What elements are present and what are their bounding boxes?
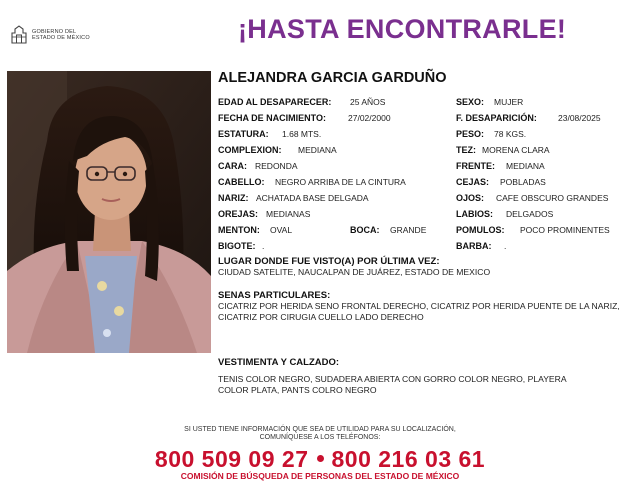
state-seal-icon (10, 25, 28, 45)
field-age: EDAD AL DESAPARECER: (218, 97, 332, 107)
logo-line-2: ESTADO DE MÉXICO (32, 35, 90, 41)
field-face: CARA: (218, 161, 247, 171)
field-sex: SEXO: (456, 97, 485, 107)
field-mouth-value: GRANDE (390, 225, 427, 235)
field-eyes: OJOS: (456, 193, 485, 203)
field-chin: MENTON: (218, 225, 260, 235)
portrait-image (7, 71, 211, 353)
field-hair: CABELLO: (218, 177, 265, 187)
field-weight-value: 78 KGS. (494, 129, 527, 139)
field-age-value: 25 AÑOS (350, 97, 386, 107)
field-face-value: REDONDA (255, 161, 298, 171)
separator-dot-icon (317, 455, 324, 462)
last-seen-text: CIUDAD SATELITE, NAUCALPAN DE JUÁREZ, ESTADO DE MEXICO (218, 267, 491, 277)
field-birthdate: FECHA DE NACIMIENTO: (218, 113, 326, 123)
field-weight: PESO: (456, 129, 485, 139)
field-build: COMPLEXION: (218, 145, 282, 155)
logo-line-1: GOBIERNO DEL (32, 28, 77, 35)
field-birthdate-value: 27/02/2000 (348, 113, 391, 123)
field-sex-value: MUJER (494, 97, 524, 107)
clothing-title: VESTIMENTA Y CALZADO: (218, 357, 340, 368)
field-ears: OREJAS: (218, 209, 259, 219)
field-mustache-value: . (262, 241, 265, 251)
government-logo (10, 24, 120, 46)
field-skin: TEZ: (456, 145, 476, 155)
person-name: ALEJANDRA GARCIA GARDUÑO (218, 70, 447, 86)
contact-note-line-2: COMUNÍQUESE A LOS TELÉFONOS: (259, 434, 381, 441)
phone-number-1[interactable]: 800 509 09 27 (154, 446, 309, 472)
field-lips-value: DELGADOS (506, 209, 554, 219)
field-cheekbones: POMULOS: (456, 225, 505, 235)
field-build-value: MEDIANA (298, 145, 337, 155)
field-beard-value: . (504, 241, 507, 251)
marks-text: CICATRIZ POR HERIDA SENO FRONTAL DERECHO, CICATRIZ POR HERIDA PUENTE DE LA NARIZ, CICATRIZ POR CIRUGIA CUELLO LADO DERECHO (218, 301, 620, 322)
field-eyes-value: CAFE OBSCURO GRANDES (496, 193, 609, 203)
field-eyebrows-value: POBLADAS (500, 177, 546, 187)
commission-name: COMISIÓN DE BÚSQUEDA DE PERSONAS DEL ESTADO DE MÉXICO (180, 471, 460, 481)
field-hair-value: NEGRO ARRIBA DE LA CINTURA (275, 177, 406, 187)
field-cheekbones-value: POCO PROMINENTES (520, 225, 610, 235)
field-forehead: FRENTE: (456, 161, 495, 171)
field-missing-date-value: 23/08/2025 (558, 113, 601, 123)
field-eyebrows: CEJAS: (456, 177, 490, 187)
field-ears-value: MEDIANAS (266, 209, 311, 219)
last-seen-title: LUGAR DONDE FUE VISTO(A) POR ÚLTIMA VEZ: (218, 256, 440, 267)
phone-number-2[interactable]: 800 216 03 61 (331, 446, 486, 472)
field-height: ESTATURA: (218, 129, 269, 139)
field-nose: NARIZ: (218, 193, 249, 203)
field-beard: BARBA: (456, 241, 492, 251)
field-mouth: BOCA: (350, 225, 380, 235)
field-missing-date: F. DESAPARICIÓN: (456, 113, 537, 123)
marks-title: SENAS PARTICULARES: (218, 290, 331, 301)
phone-numbers (0, 446, 640, 473)
contact-note-line-1: SI USTED TIENE INFORMACIÓN QUE SEA DE UTILIDAD PARA SU LOCALIZACIÓN, (184, 426, 456, 433)
field-chin-value: OVAL (270, 225, 293, 235)
person-photo (7, 71, 211, 353)
field-forehead-value: MEDIANA (506, 161, 545, 171)
field-nose-value: ACHATADA BASE DELGADA (256, 193, 369, 203)
field-height-value: 1.68 MTS. (282, 129, 322, 139)
field-skin-value: MORENA CLARA (482, 145, 550, 155)
banner-title: ¡HASTA ENCONTRARLE! (238, 14, 567, 44)
field-lips: LABIOS: (456, 209, 493, 219)
field-mustache: BIGOTE: (218, 241, 256, 251)
clothing-text: TENIS COLOR NEGRO, SUDADERA ABIERTA CON GORRO COLOR NEGRO, PLAYERA COLOR PLATA, PANTS COLRO NEGRO (218, 374, 567, 395)
